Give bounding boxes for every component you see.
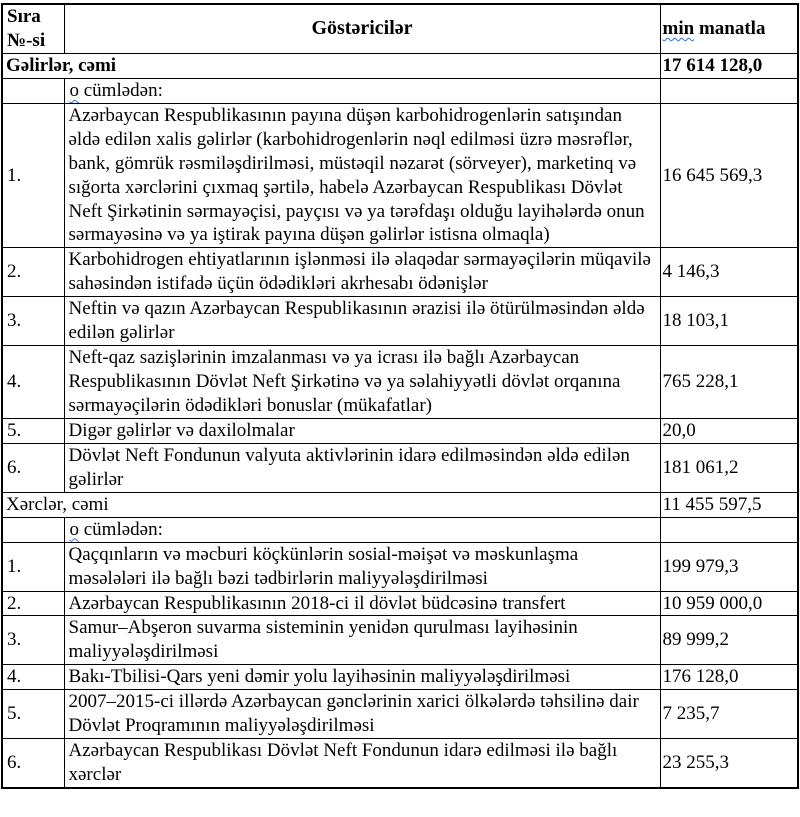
table-row xyxy=(2,665,798,690)
sublabel-word-cumleden: cümlədən: xyxy=(79,518,163,540)
value-cell: 20,0 xyxy=(660,418,798,443)
value-cell: 181 061,2 xyxy=(660,443,798,492)
table-row xyxy=(2,591,798,616)
indicator-cell: Qaçqınların və məcburi köçkünlərin sosial-məişət və məskunlaşma məsələləri ilə bağlı bəzi tədbirlərin maliyyələşdirilməsi xyxy=(64,542,660,591)
income-total-row xyxy=(2,53,798,78)
row-number-cell: 6. xyxy=(2,739,64,788)
sublabel-word-cumleden: cümlədən: xyxy=(79,79,163,101)
indicator-cell: Digər gəlirlər və daxilolmalar xyxy=(64,418,660,443)
income-sublabel xyxy=(64,78,660,103)
expenses-sublabel-row xyxy=(2,517,798,542)
budget-table xyxy=(1,3,799,789)
table-row xyxy=(2,346,798,419)
table-row xyxy=(2,739,798,788)
table-row xyxy=(2,616,798,665)
column-header-row-number xyxy=(2,4,64,53)
row-number-cell: 3. xyxy=(2,616,64,665)
indicator-cell: 2007–2015-ci illərdə Azərbaycan gənclərinin xarici ölkələrdə təhsilinə dair Dövlət Proqramının maliyyələşdirilməsi xyxy=(64,690,660,739)
row-number-cell: 2. xyxy=(2,591,64,616)
row-number-header-line2: №-si xyxy=(7,29,46,51)
expenses-sublabel xyxy=(64,517,660,542)
table-row xyxy=(2,418,798,443)
indicator-cell: Karbohidrogen ehtiyatlarının işlənməsi ilə əlaqədar sərmayəçilərin müqavilə sahəsindən istifadə üçün ödədikləri akrhesabı ödənişlər xyxy=(64,248,660,297)
income-sublabel-row xyxy=(2,78,798,103)
table-row xyxy=(2,690,798,739)
indicator-cell: Samur–Abşeron suvarma sisteminin yenidən qurulması layihəsinin maliyyələşdirilməsi xyxy=(64,616,660,665)
value-cell: 23 255,3 xyxy=(660,739,798,788)
column-header-indicators: Göstəricilər xyxy=(64,4,660,53)
unit-word-manatla: manatla xyxy=(694,17,766,39)
table-row xyxy=(2,297,798,346)
table-header-row xyxy=(2,4,798,53)
indicator-cell: Neftin və qazın Azərbaycan Respublikasının ərazisi ilə ötürülməsindən əldə edilən gəlirlər xyxy=(64,297,660,346)
indicator-cell: Dövlət Neft Fondunun valyuta aktivlərinin idarə edilməsindən əldə edilən gəlirlər xyxy=(64,443,660,492)
indicator-cell: Azərbaycan Respublikasının payına düşən karbohidrogenlərin satışından əldə edilən xalis gəlirlər (karbohidrogenlərin nəql edilməsi üzrə məsrəflər, bank, gömrük rəsmiləşdirilməsi, müstəqil nəzarət (sörveyer), marketinq və sığorta xərclərini çıxmaq şərtilə, habelə Azərbaycan Respublikası Dövlət Neft Şirkətinin sərmayəçisi, payçısı və ya tərəfdaşı olduğu layihələrdə onun sərmayəsinə və ya iştirak payına düşən gəlirlər istisna olmaqla) xyxy=(64,103,660,248)
row-number-cell: 3. xyxy=(2,297,64,346)
indicator-cell: Azərbaycan Respublikası Dövlət Neft Fondunun idarə edilməsi ilə bağlı xərclər xyxy=(64,739,660,788)
row-number-cell: 1. xyxy=(2,103,64,248)
indicator-cell: Azərbaycan Respublikasının 2018-ci il dövlət büdcəsinə transfert xyxy=(64,591,660,616)
table-row xyxy=(2,542,798,591)
value-cell: 89 999,2 xyxy=(660,616,798,665)
value-cell: 16 645 569,3 xyxy=(660,103,798,248)
empty-cell xyxy=(2,517,64,542)
row-number-cell: 5. xyxy=(2,690,64,739)
expenses-total-label: Xərclər, cəmi xyxy=(2,492,660,517)
value-cell: 18 103,1 xyxy=(660,297,798,346)
table-row xyxy=(2,103,798,248)
row-number-cell: 4. xyxy=(2,346,64,419)
value-cell: 765 228,1 xyxy=(660,346,798,419)
row-number-cell: 6. xyxy=(2,443,64,492)
income-total-label: Gəlirlər, cəmi xyxy=(2,53,660,78)
value-cell: 199 979,3 xyxy=(660,542,798,591)
value-cell: 7 235,7 xyxy=(660,690,798,739)
expenses-total-row xyxy=(2,492,798,517)
column-header-unit xyxy=(660,4,798,53)
income-total-value: 17 614 128,0 xyxy=(660,53,798,78)
row-number-cell: 1. xyxy=(2,542,64,591)
table-row xyxy=(2,443,798,492)
sublabel-word-o: o xyxy=(69,79,79,101)
value-cell: 176 128,0 xyxy=(660,665,798,690)
unit-word-min: min xyxy=(662,17,695,39)
empty-cell xyxy=(660,78,798,103)
expenses-total-value: 11 455 597,5 xyxy=(660,492,798,517)
row-number-cell: 4. xyxy=(2,665,64,690)
sublabel-word-o: o xyxy=(69,518,79,540)
row-number-cell: 5. xyxy=(2,418,64,443)
value-cell: 4 146,3 xyxy=(660,248,798,297)
row-number-cell: 2. xyxy=(2,248,64,297)
empty-cell xyxy=(2,78,64,103)
indicator-cell: Bakı-Tbilisi-Qars yeni dəmir yolu layihəsinin maliyyələşdirilməsi xyxy=(64,665,660,690)
value-cell: 10 959 000,0 xyxy=(660,591,798,616)
row-number-header-line1: Sıra xyxy=(7,6,41,27)
table-row xyxy=(2,248,798,297)
empty-cell xyxy=(660,517,798,542)
indicator-cell: Neft-qaz sazişlərinin imzalanması və ya icrası ilə bağlı Azərbaycan Respublikasının Dövlət Neft Şirkətinə və ya səlahiyyətli dövlət orqanına sərmayəçilərin ödədikləri bonuslar (mükafatlar) xyxy=(64,346,660,419)
